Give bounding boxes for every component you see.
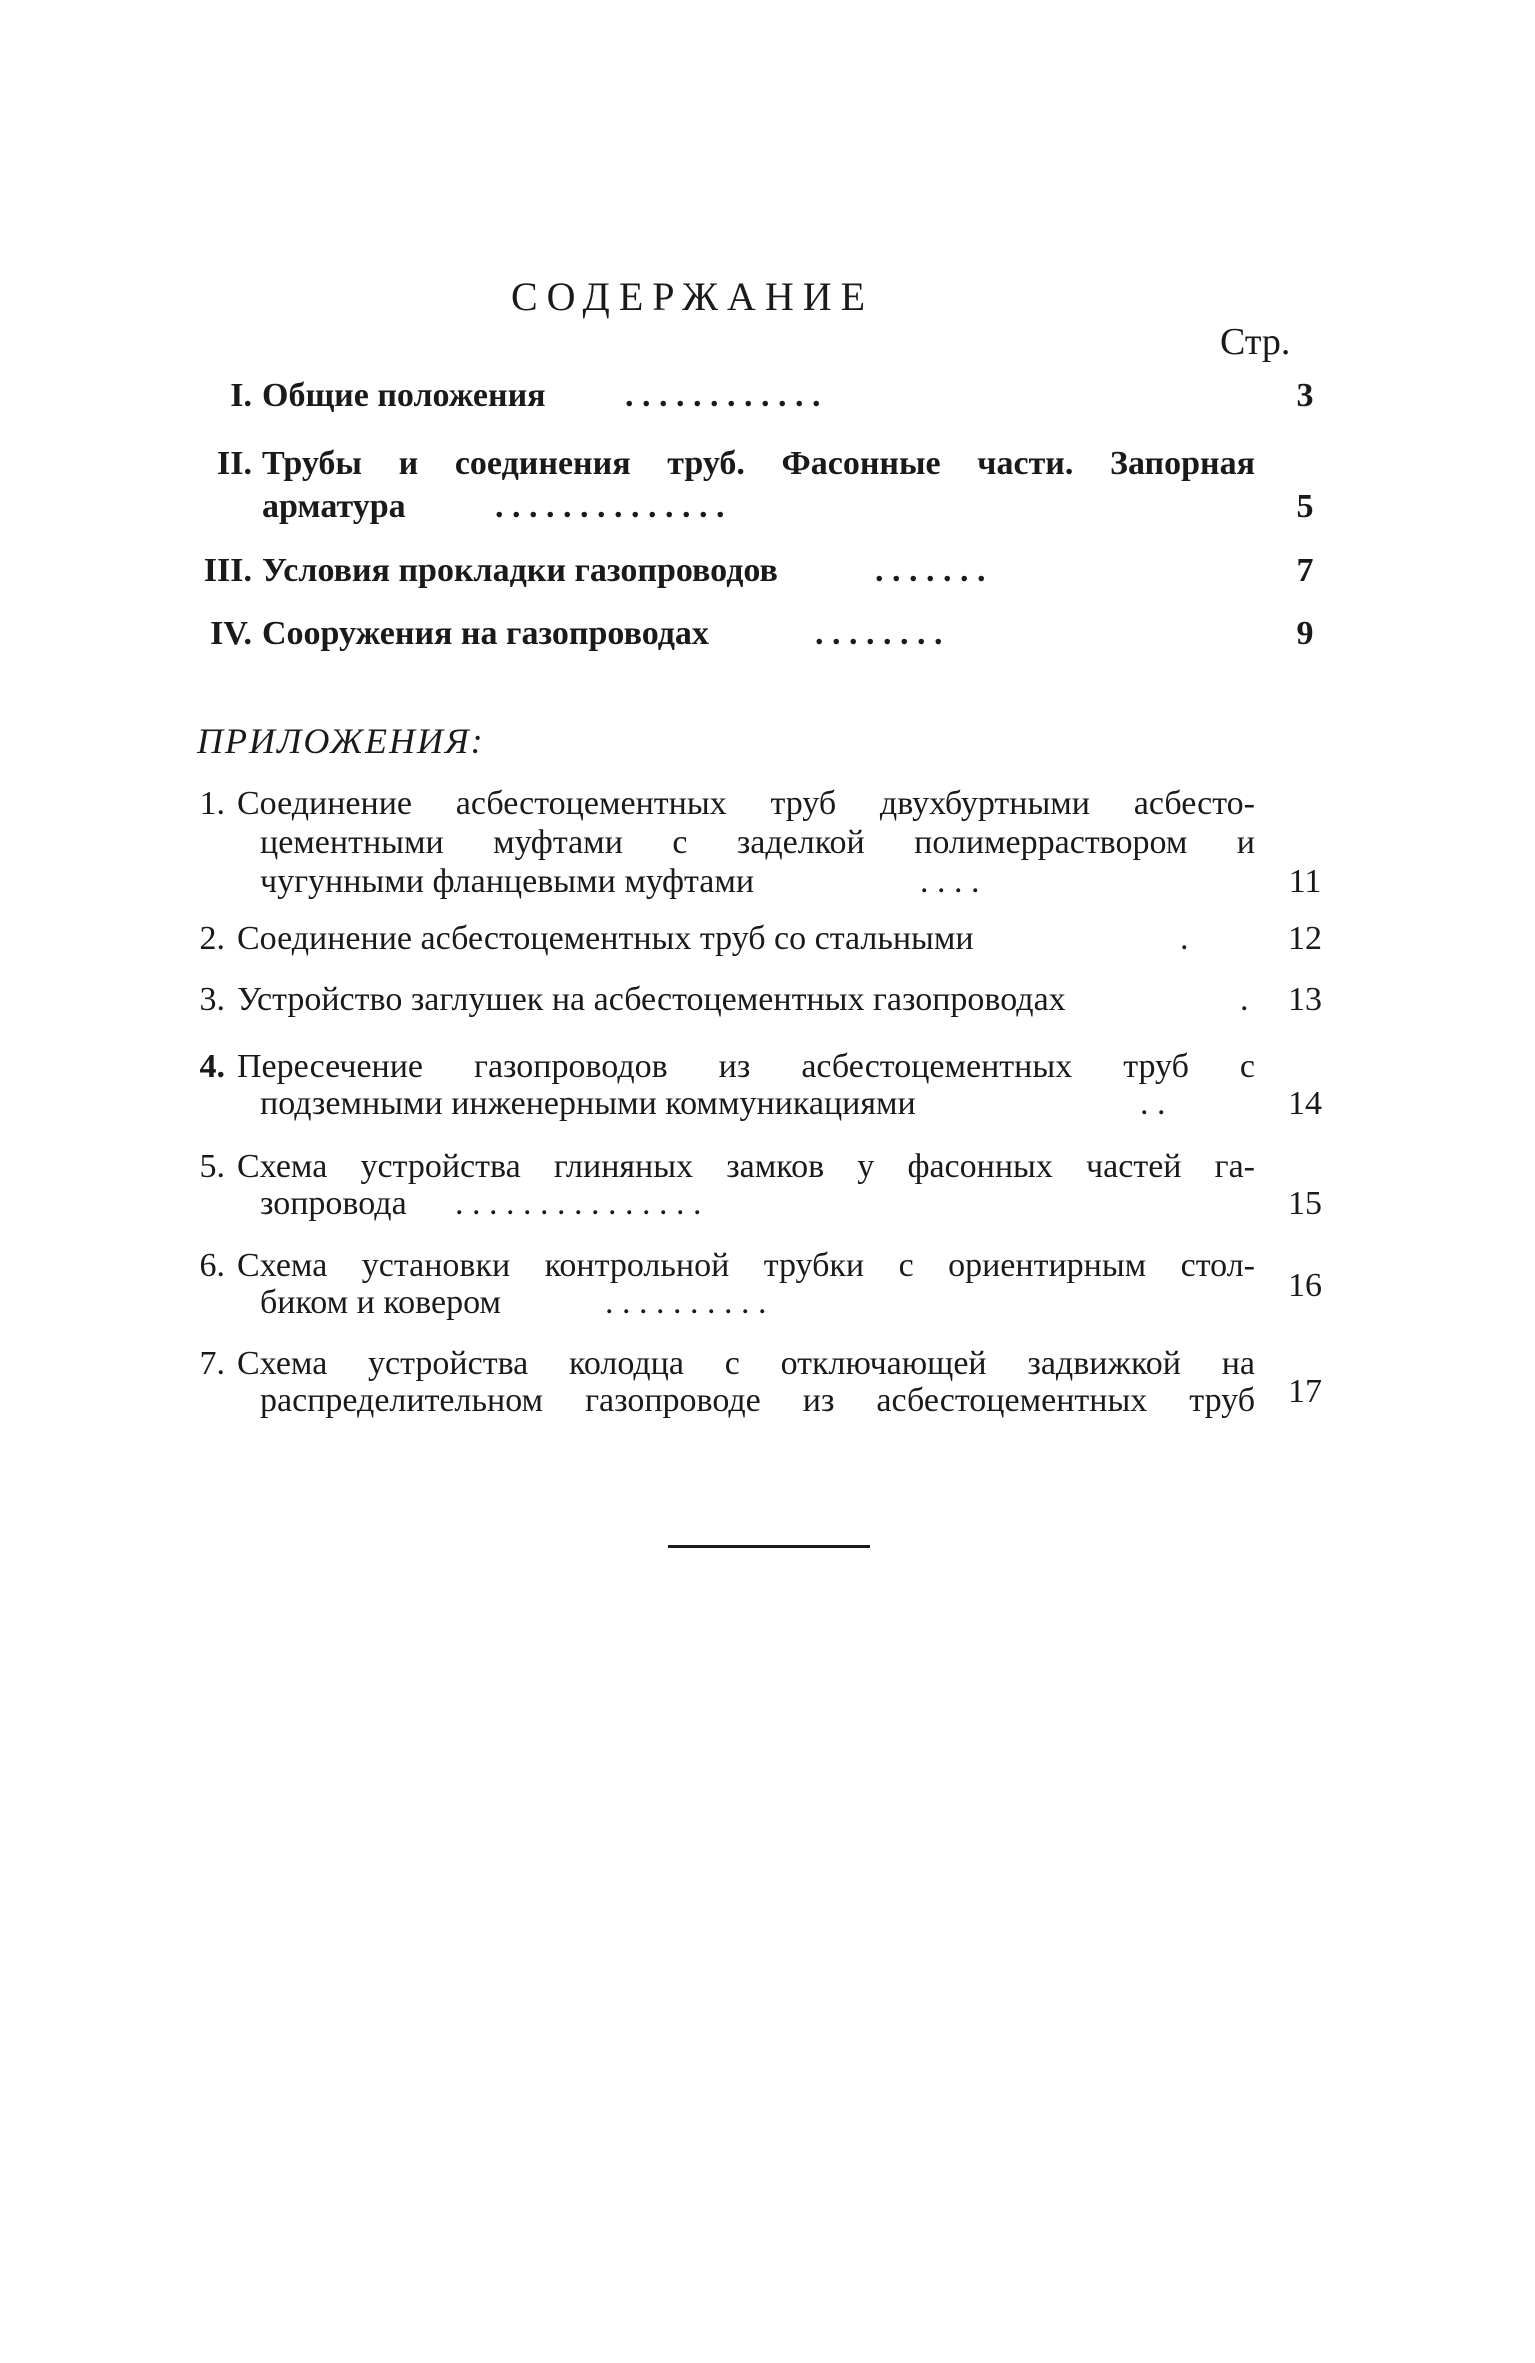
page-number: 14 [1288,1085,1322,1122]
appendix-number: 4. [199,1048,225,1085]
section-title: Сооружения на газопроводах [262,615,709,652]
page-number: 3 [1296,377,1314,414]
page-number: 5 [1296,488,1314,525]
leader-dots: . . . . . . . . . . . . . . . [455,1185,702,1222]
page-number: 9 [1296,615,1314,652]
section-title: Общие положения [262,377,546,414]
page-number: 7 [1296,552,1314,589]
appendix-title-line-1: Соединение асбестоцементных труб двухбуртными асбесто- [237,785,1255,822]
appendix-title-line-1: Схема установки контрольной трубки с ориентирным стол- [237,1247,1255,1284]
leader-dots: . . . . . . . . [815,615,943,652]
page-number: 12 [1288,920,1322,957]
section-number: IV. [210,615,252,652]
leader-dots: . . . . [920,863,980,900]
section-number: I. [230,377,252,414]
page-number: 17 [1288,1373,1322,1410]
appendix-number: 7. [199,1345,225,1382]
appendix-title-line-1: Схема устройства глиняных замков у фасонных частей га- [237,1148,1255,1185]
document-title: СОДЕРЖАНИЕ [510,274,875,319]
leader-dots: . . . . . . . . . . . . [625,377,821,414]
appendix-title-line-2: распределительном газопроводе из асбестоцементных труб [260,1382,1255,1419]
appendices-header: ПРИЛОЖЕНИЯ: [197,721,485,761]
appendix-number: 1. [199,785,225,822]
section-title-line-2: арматура [262,488,406,525]
appendix-number: 3. [199,981,225,1018]
leader-dots: . [1240,981,1249,1018]
leader-dots: . [1180,920,1189,957]
appendix-number: 2. [199,920,225,957]
appendix-title-line-2: зопровода [260,1185,407,1222]
section-title: Условия прокладки газопроводов [262,552,778,589]
closing-rule [668,1545,870,1548]
appendix-title-line-2: подземными инженерными коммуникациями [260,1085,916,1122]
leader-dots: . . . . . . . [875,552,986,589]
appendix-title-line-2: биком и ковером [260,1284,501,1321]
leader-dots: . . . . . . . . . . [605,1284,767,1321]
appendix-title-line-2: цементными муфтами с заделкой полимерраствором и [260,824,1255,861]
leader-dots: . . [1140,1085,1166,1122]
leader-dots: . . . . . . . . . . . . . . [495,488,725,525]
appendix-number: 6. [199,1247,225,1284]
section-title-line-1: Трубы и соединения труб. Фасонные части. Запорная [262,445,1255,482]
page-number: 11 [1288,863,1322,900]
appendix-title-line-1: Пересечение газопроводов из асбестоцементных труб с [237,1048,1255,1085]
section-number: III. [203,552,252,589]
appendix-title: Соединение асбестоцементных труб со стальными [237,920,974,957]
page-number: 13 [1288,981,1322,1018]
section-number: II. [217,445,252,482]
appendix-number: 5. [199,1148,225,1185]
appendix-title: Устройство заглушек на асбестоцементных газопроводах [237,981,1066,1018]
appendix-title-line-3: чугунными фланцевыми муфтами [260,863,755,900]
page-number: 16 [1288,1267,1322,1304]
appendix-title-line-1: Схема устройства колодца с отключающей задвижкой на [237,1345,1255,1382]
page-number: 15 [1288,1185,1322,1222]
page-column-label: Стр. [1220,321,1291,363]
